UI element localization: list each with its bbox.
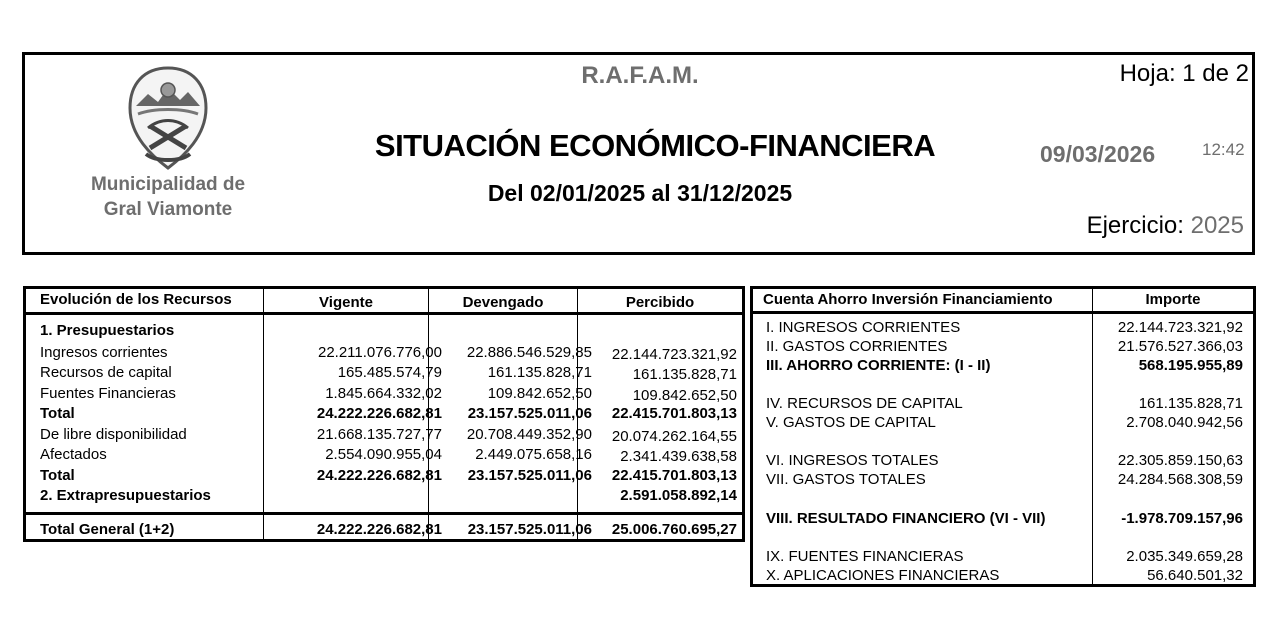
cell-percibido: 22.415.701.803,13: [611, 467, 737, 484]
page-indicator: Hoja: 1 de 2: [1119, 60, 1249, 87]
fiscal-year-value: 2025: [1190, 212, 1244, 239]
cell-devengado: 20.708.449.352,90: [466, 426, 592, 443]
cell-percibido: 22.144.723.321,92: [611, 346, 737, 363]
municipality-line2: Gral Viamonte: [103, 199, 233, 220]
resources-header-percibido: Percibido: [625, 294, 695, 311]
row-label: De libre disponibilidad: [40, 426, 187, 443]
resources-header-vigente: Vigente: [319, 294, 373, 311]
municipality-line1: Municipalidad de: [90, 174, 246, 195]
row-label: Recursos de capital: [40, 364, 172, 381]
table-row: [26, 322, 742, 342]
cell-percibido: 20.074.262.164,55: [611, 428, 737, 445]
savings-investment-table: [750, 286, 1256, 587]
cell-devengado: 2.449.075.658,16: [475, 446, 592, 463]
table-row: [753, 338, 1253, 358]
row-label: 1. Presupuestarios: [40, 322, 175, 339]
cell-importe: 24.284.568.308,59: [1117, 471, 1243, 488]
system-name: R.A.F.A.M.: [581, 62, 699, 89]
table-row: [26, 426, 742, 446]
cell-vigente: 165.485.574,79: [337, 364, 442, 381]
cell-percibido: 2.341.439.638,58: [620, 448, 737, 465]
row-label: III. AHORRO CORRIENTE: (I - II): [766, 357, 991, 374]
cell-devengado: 23.157.525.011,06: [467, 405, 592, 422]
cell-percibido: 25.006.760.695,27: [611, 521, 737, 538]
table-row: [26, 364, 742, 384]
cell-devengado: 23.157.525.011,06: [467, 467, 592, 484]
resources-table: [23, 286, 745, 542]
resources-header-label: Evolución de los Recursos: [40, 291, 232, 308]
row-label: VIII. RESULTADO FINANCIERO (VI - VII): [766, 510, 1046, 527]
table-row: [753, 471, 1253, 491]
row-label: Afectados: [40, 446, 107, 463]
report-period: Del 02/01/2025 al 31/12/2025: [487, 180, 793, 206]
cell-importe: 22.305.859.150,63: [1117, 452, 1243, 469]
row-label: IX. FUENTES FINANCIERAS: [766, 548, 964, 565]
fiscal-year: [1087, 212, 1244, 240]
cell-vigente: 21.668.135.727,77: [316, 426, 442, 443]
row-label: X. APLICACIONES FINANCIERAS: [766, 567, 1000, 584]
row-label: Total General (1+2): [40, 521, 175, 538]
table-row: [753, 414, 1253, 434]
table-row: [753, 395, 1253, 415]
row-label: Ingresos corrientes: [40, 344, 168, 361]
row-label: 2. Extrapresupuestarios: [40, 487, 211, 504]
cell-percibido: 161.135.828,71: [632, 366, 737, 383]
table-row: [753, 319, 1253, 339]
municipal-seal-logo: [126, 66, 210, 170]
total-general-row: [26, 521, 742, 541]
cell-vigente: 22.211.076.776,00: [317, 344, 442, 361]
table-row: [26, 446, 742, 466]
report-title: SITUACIÓN ECONÓMICO-FINANCIERA: [374, 128, 936, 163]
cell-importe: 56.640.501,32: [1147, 567, 1243, 584]
cell-percibido: 109.842.652,50: [632, 387, 737, 404]
cell-vigente: 2.554.090.955,04: [325, 446, 442, 463]
row-label: VI. INGRESOS TOTALES: [766, 452, 939, 469]
cell-importe: 568.195.955,89: [1138, 357, 1243, 374]
cell-devengado: 109.842.652,50: [487, 385, 592, 402]
row-label: Fuentes Financieras: [40, 385, 176, 402]
cell-importe: 22.144.723.321,92: [1117, 319, 1243, 336]
cell-vigente: 24.222.226.682,81: [316, 521, 442, 538]
table-row: [753, 357, 1253, 377]
row-label: II. GASTOS CORRIENTES: [766, 338, 948, 355]
municipality-name: [74, 172, 262, 222]
row-label: V. GASTOS DE CAPITAL: [766, 414, 936, 431]
table-row: [753, 510, 1253, 530]
cell-percibido: 2.591.058.892,14: [620, 487, 737, 504]
cell-devengado: 22.886.546.529,85: [466, 344, 592, 361]
cell-importe: 2.035.349.659,28: [1126, 548, 1243, 565]
table-row: [26, 467, 742, 487]
table-row: [753, 548, 1253, 568]
cell-percibido: 22.415.701.803,13: [611, 405, 737, 422]
cell-devengado: 161.135.828,71: [487, 364, 592, 381]
table-row: [753, 452, 1253, 472]
fiscal-year-label: Ejercicio:: [1086, 212, 1184, 239]
cell-importe: 2.708.040.942,56: [1126, 414, 1243, 431]
cell-vigente: 1.845.664.332,02: [325, 385, 442, 402]
table-row: [26, 487, 742, 507]
cell-importe: 21.576.527.366,03: [1117, 338, 1243, 355]
report-date: 09/03/2026: [1040, 141, 1156, 167]
row-label: Total: [40, 405, 75, 422]
table-row: [753, 567, 1253, 587]
table-row: [26, 405, 742, 425]
row-label: I. INGRESOS CORRIENTES: [766, 319, 961, 336]
report-time: 12:42: [1202, 140, 1245, 159]
cell-importe: -1.978.709.157,96: [1121, 510, 1243, 527]
resources-header-devengado: Devengado: [462, 294, 544, 311]
row-label: Total: [40, 467, 75, 484]
cell-vigente: 24.222.226.682,81: [316, 405, 442, 422]
row-label: VII. GASTOS TOTALES: [766, 471, 926, 488]
cell-importe: 161.135.828,71: [1138, 395, 1243, 412]
cell-vigente: 24.222.226.682,81: [316, 467, 442, 484]
savings-header-label: Cuenta Ahorro Inversión Financiamiento: [763, 291, 1053, 308]
row-label: IV. RECURSOS DE CAPITAL: [766, 395, 963, 412]
table-row: [26, 344, 742, 364]
header-divider: [26, 312, 742, 315]
savings-header-importe: Importe: [1145, 291, 1201, 308]
header-divider: [753, 311, 1253, 314]
table-row: [26, 385, 742, 405]
total-divider: [26, 512, 742, 515]
cell-devengado: 23.157.525.011,06: [467, 521, 592, 538]
